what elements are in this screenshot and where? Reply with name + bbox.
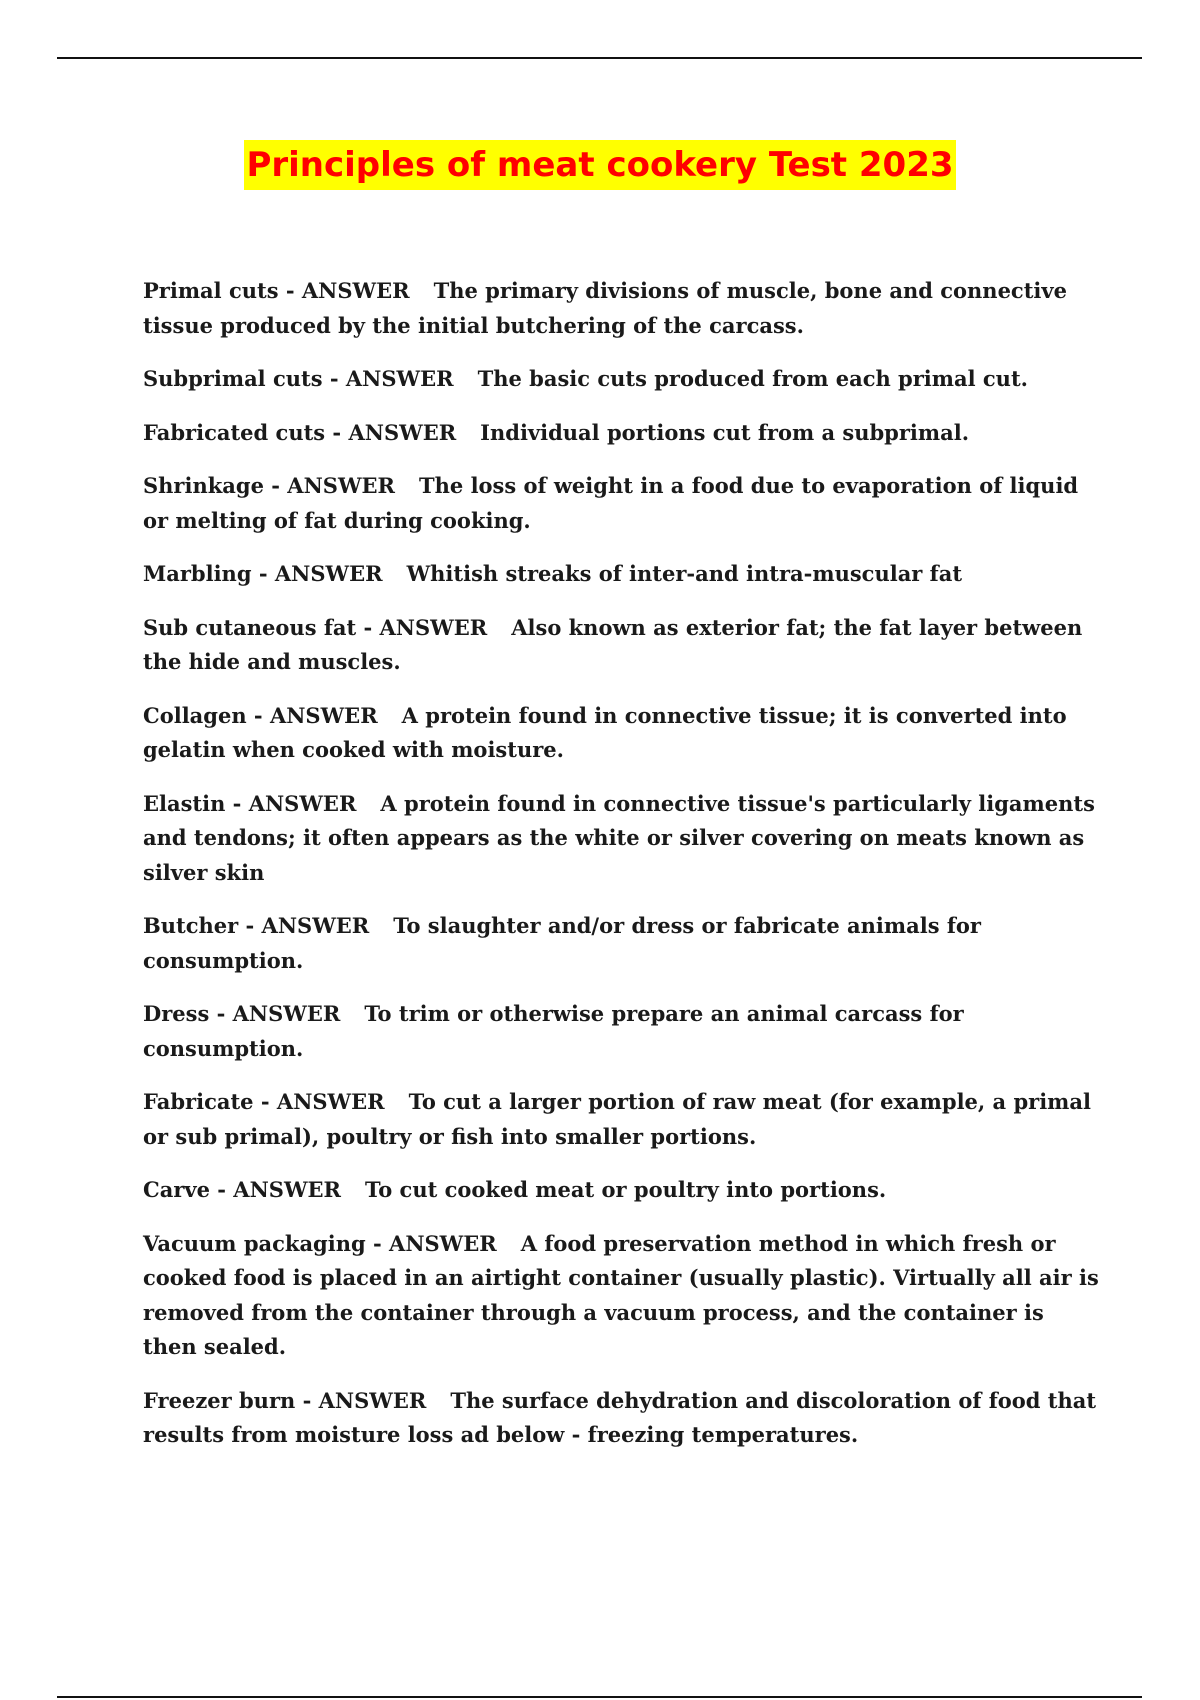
answer-label: - ANSWER xyxy=(225,790,357,816)
qa-entry xyxy=(143,1085,1103,1154)
answer-label: - ANSWER xyxy=(209,1177,341,1202)
qa-term: Primal cuts xyxy=(143,278,279,303)
qa-term: Collagen xyxy=(143,702,247,728)
qa-definition: To slaughter and/or dress or fabricate animals for consumption. xyxy=(143,913,981,973)
qa-entry xyxy=(143,699,1103,768)
answer-label: - ANSWER xyxy=(246,702,378,728)
qa-term: Fabricate xyxy=(143,1089,254,1114)
qa-definition: To cut a larger portion of raw meat (for example, a primal or sub primal), poultry or fish into smaller portions. xyxy=(143,1089,1091,1149)
qa-entry xyxy=(143,997,1103,1066)
qa-term: Carve xyxy=(143,1177,210,1202)
qa-entry xyxy=(143,416,1103,451)
qa-entry xyxy=(143,469,1103,538)
answer-label: - ANSWER xyxy=(325,419,457,445)
qa-entry xyxy=(143,1227,1103,1365)
qa-definition: The loss of weight in a food due to evaporation of liquid or melting of fat during cooking. xyxy=(143,473,1079,533)
answer-label: - ANSWER xyxy=(278,278,410,303)
answer-label: - ANSWER xyxy=(356,614,488,640)
qa-list xyxy=(143,274,1103,1472)
qa-term: Freezer burn xyxy=(143,1387,296,1413)
qa-definition: A protein found in connective tissue; it is converted into gelatin when cooked with moisture. xyxy=(143,702,1067,762)
answer-label: - ANSWER xyxy=(209,1001,341,1026)
qa-definition: The primary divisions of muscle, bone and connective tissue produced by the initial butchering of the carcass. xyxy=(143,278,1067,338)
qa-term: Subprimal cuts xyxy=(143,366,323,391)
qa-entry xyxy=(143,909,1103,978)
qa-term: Vacuum packaging xyxy=(143,1230,366,1256)
qa-definition: A protein found in connective tissue's particularly ligaments and tendons; it often appears as the white or silver covering on meats known as silver skin xyxy=(143,790,1095,885)
qa-entry xyxy=(143,362,1103,397)
title-container xyxy=(0,140,1200,190)
qa-term: Marbling xyxy=(143,561,252,586)
qa-definition: Also known as exterior fat; the fat layer between the hide and muscles. xyxy=(143,614,1083,674)
qa-definition: The surface dehydration and discoloration of food that results from moisture loss ad below - freezing temperatures. xyxy=(143,1387,1097,1447)
top-rule xyxy=(57,57,1142,59)
qa-definition: The basic cuts produced from each primal cut. xyxy=(477,366,1028,391)
qa-term: Butcher xyxy=(143,913,239,938)
answer-label: - ANSWER xyxy=(263,473,395,498)
qa-term: Sub cutaneous fat xyxy=(143,614,357,640)
qa-term: Dress xyxy=(143,1001,210,1026)
qa-definition: Individual portions cut from a subprimal. xyxy=(480,419,970,445)
page-title: Principles of meat cookery Test 2023 xyxy=(244,140,955,190)
qa-entry xyxy=(143,274,1103,343)
qa-definition: To trim or otherwise prepare an animal carcass for consumption. xyxy=(143,1001,964,1061)
answer-label: - ANSWER xyxy=(295,1387,427,1413)
answer-label: - ANSWER xyxy=(365,1230,497,1256)
qa-term: Shrinkage xyxy=(143,473,264,498)
qa-entry xyxy=(143,787,1103,891)
qa-entry xyxy=(143,1173,1103,1208)
qa-definition: To cut cooked meat or poultry into portions. xyxy=(365,1177,887,1202)
qa-entry xyxy=(143,1384,1103,1453)
answer-label: - ANSWER xyxy=(322,366,454,391)
answer-label: - ANSWER xyxy=(251,561,383,586)
qa-term: Fabricated cuts xyxy=(143,419,326,445)
qa-definition: Whitish streaks of inter-and intra-muscular fat xyxy=(406,561,963,586)
answer-label: - ANSWER xyxy=(253,1089,385,1114)
qa-definition: A food preservation method in which fresh or cooked food is placed in an airtight container (usually plastic). Virtually all air is removed from the container through a vacuum process, and the container is then sealed. xyxy=(143,1230,1099,1359)
qa-entry xyxy=(143,611,1103,680)
qa-entry xyxy=(143,557,1103,592)
answer-label: - ANSWER xyxy=(238,913,370,938)
bottom-rule xyxy=(57,1696,1142,1698)
qa-term: Elastin xyxy=(143,790,226,816)
